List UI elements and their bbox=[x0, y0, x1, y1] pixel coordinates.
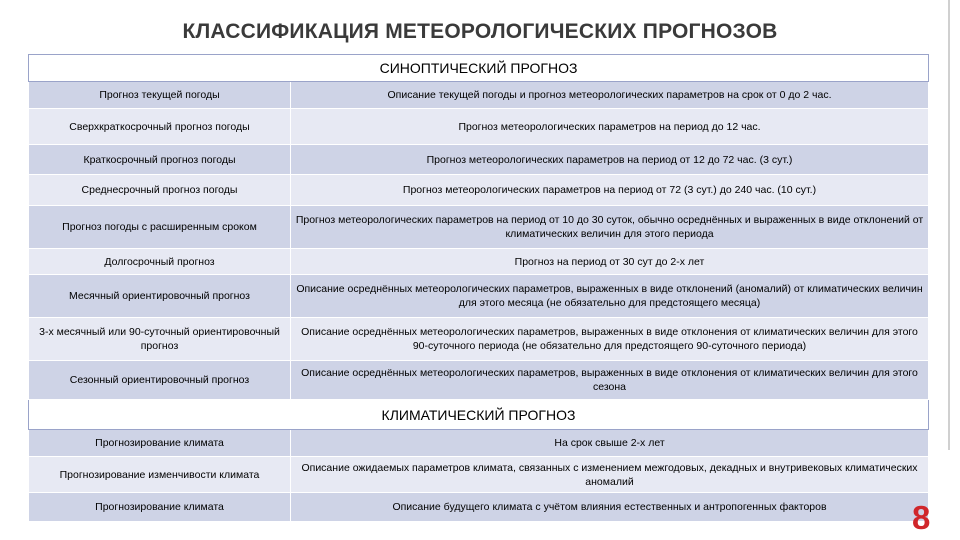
forecast-description: Описание текущей погоды и прогноз метеорологических параметров на срок от 0 до 2 час. bbox=[291, 82, 929, 109]
forecast-description: Описание будущего климата с учётом влияния естественных и антропогенных факторов bbox=[291, 493, 929, 522]
table-row bbox=[29, 249, 929, 275]
table-row bbox=[29, 82, 929, 109]
forecast-type: Прогнозирование изменчивости климата bbox=[29, 457, 291, 493]
forecast-description: Прогноз на период от 30 сут до 2-х лет bbox=[291, 249, 929, 275]
table-row bbox=[29, 318, 929, 361]
section-heading: КЛИМАТИЧЕСКИЙ ПРОГНОЗ bbox=[29, 400, 929, 430]
forecast-type: Краткосрочный прогноз погоды bbox=[29, 145, 291, 175]
forecast-type: Прогнозирование климата bbox=[29, 430, 291, 457]
forecast-description: Описание осреднённых метеорологических параметров, выраженных в виде отклонений (аномалий) от климатических величин для этого месяца (не обязательно для предстоящего месяца) bbox=[291, 275, 929, 318]
forecast-description: Прогноз метеорологических параметров на период от 72 (3 сут.) до 240 час. (10 сут.) bbox=[291, 175, 929, 206]
forecast-type: Прогноз погоды с расширенным сроком bbox=[29, 206, 291, 249]
slide-edge-rule bbox=[948, 0, 950, 450]
table-row bbox=[29, 109, 929, 145]
forecast-description: На срок свыше 2-х лет bbox=[291, 430, 929, 457]
table-row bbox=[29, 457, 929, 493]
forecast-type: Среднесрочный прогноз погоды bbox=[29, 175, 291, 206]
forecast-description: Прогноз метеорологических параметров на период до 12 час. bbox=[291, 109, 929, 145]
table-row bbox=[29, 430, 929, 457]
page-number: 8 bbox=[912, 499, 931, 536]
slide-title: КЛАССИФИКАЦИЯ МЕТЕОРОЛОГИЧЕСКИХ ПРОГНОЗОВ bbox=[182, 20, 778, 43]
forecast-description: Прогноз метеорологических параметров на период от 12 до 72 час. (3 сут.) bbox=[291, 145, 929, 175]
table-row bbox=[29, 206, 929, 249]
forecast-type: Месячный ориентировочный прогноз bbox=[29, 275, 291, 318]
forecast-classification-table bbox=[28, 54, 929, 522]
section-header-synoptic bbox=[29, 55, 929, 82]
forecast-description: Описание осреднённых метеорологических параметров, выраженных в виде отклонения от климатических величин для этого 90-суточного периода (не обязательно для предстоящего 90-суточного периода) bbox=[291, 318, 929, 361]
table-row bbox=[29, 493, 929, 522]
forecast-description: Описание ожидаемых параметров климата, связанных с изменением межгодовых, декадных и внутривековых климатических аномалий bbox=[291, 457, 929, 493]
section-header-climatic bbox=[29, 400, 929, 430]
forecast-type: Прогноз текущей погоды bbox=[29, 82, 291, 109]
section-heading: СИНОПТИЧЕСКИЙ ПРОГНОЗ bbox=[29, 55, 929, 82]
forecast-type: Сверхкраткосрочный прогноз погоды bbox=[29, 109, 291, 145]
table-row bbox=[29, 361, 929, 400]
forecast-type: Прогнозирование климата bbox=[29, 493, 291, 522]
forecast-type: Сезонный ориентировочный прогноз bbox=[29, 361, 291, 400]
table-row bbox=[29, 145, 929, 175]
table-row bbox=[29, 175, 929, 206]
forecast-type: 3-х месячный или 90-суточный ориентировочный прогноз bbox=[29, 318, 291, 361]
forecast-description: Прогноз метеорологических параметров на период от 10 до 30 суток, обычно осреднённых и выраженных в виде отклонений от климатических величин для этого периода bbox=[291, 206, 929, 249]
forecast-description: Описание осреднённых метеорологических параметров, выраженных в виде отклонения от климатических величин для этого сезона bbox=[291, 361, 929, 400]
forecast-type: Долгосрочный прогноз bbox=[29, 249, 291, 275]
table-row bbox=[29, 275, 929, 318]
